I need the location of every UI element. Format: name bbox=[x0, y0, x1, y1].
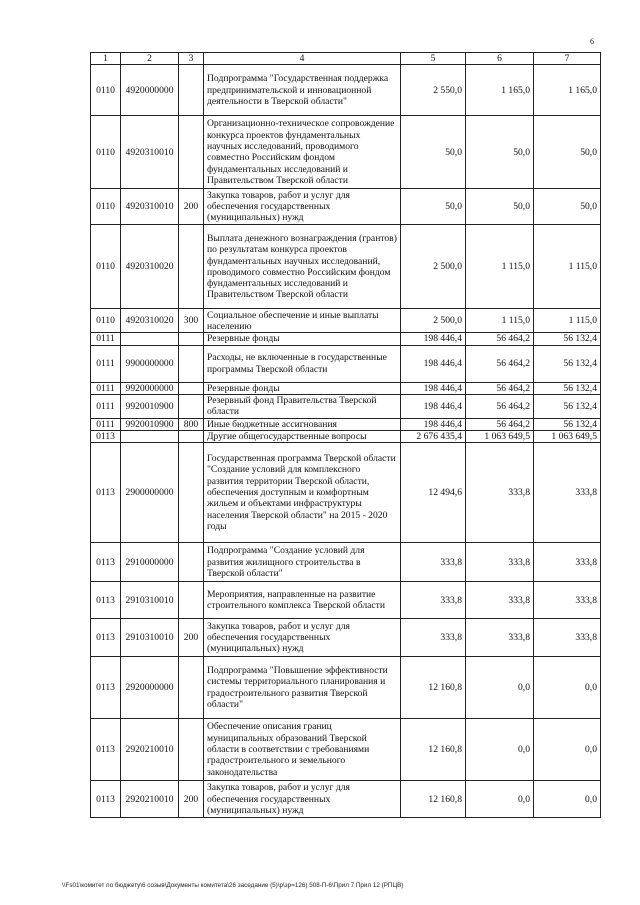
budget-table bbox=[90, 52, 601, 818]
row-amount-col6: 56 464,2 bbox=[466, 345, 534, 382]
row-amount-col5: 198 446,4 bbox=[401, 333, 466, 345]
row-amount-col7: 333,8 bbox=[534, 443, 601, 543]
table-row bbox=[91, 394, 601, 418]
row-description: Другие общегосударственные вопросы bbox=[204, 430, 401, 442]
row-description: Расходы, не включенные в государственные программы Тверской области bbox=[204, 345, 401, 382]
table-header-row bbox=[91, 53, 601, 65]
row-amount-col5: 50,0 bbox=[401, 116, 466, 189]
row-description: Резервные фонды bbox=[204, 333, 401, 345]
row-expense-type: 200 bbox=[179, 189, 204, 225]
row-expense-type: 800 bbox=[179, 418, 204, 430]
row-target-code: 2910310010 bbox=[121, 582, 179, 619]
row-amount-col5: 333,8 bbox=[401, 582, 466, 619]
row-amount-col7: 1 063 649,5 bbox=[534, 430, 601, 442]
row-section-code: 0113 bbox=[91, 719, 121, 781]
row-amount-col7: 1 165,0 bbox=[534, 65, 601, 116]
row-amount-col7: 333,8 bbox=[534, 543, 601, 582]
row-amount-col5: 12 160,8 bbox=[401, 719, 466, 781]
row-amount-col6: 0,0 bbox=[466, 657, 534, 719]
row-description: Резервные фонды bbox=[204, 382, 401, 394]
row-target-code: 2910310010 bbox=[121, 619, 179, 657]
table-row bbox=[91, 418, 601, 430]
row-target-code: 4920310020 bbox=[121, 225, 179, 309]
row-amount-col6: 56 464,2 bbox=[466, 418, 534, 430]
table-row bbox=[91, 619, 601, 657]
row-description: Социальное обеспечение и иные выплаты населению bbox=[204, 309, 401, 333]
table-row bbox=[91, 116, 601, 189]
header-col-2: 2 bbox=[121, 53, 179, 65]
row-expense-type bbox=[179, 225, 204, 309]
row-amount-col7: 0,0 bbox=[534, 781, 601, 818]
row-amount-col7: 333,8 bbox=[534, 619, 601, 657]
row-section-code: 0113 bbox=[91, 443, 121, 543]
row-amount-col5: 2 500,0 bbox=[401, 309, 466, 333]
row-amount-col5: 2 676 435,4 bbox=[401, 430, 466, 442]
row-amount-col5: 333,8 bbox=[401, 619, 466, 657]
row-expense-type bbox=[179, 719, 204, 781]
row-description: Подпрограмма "Государственная поддержка предпринимательской и инновационной деятельности в Тверской области" bbox=[204, 65, 401, 116]
row-amount-col7: 1 115,0 bbox=[534, 309, 601, 333]
row-target-code: 2910000000 bbox=[121, 543, 179, 582]
table-row bbox=[91, 719, 601, 781]
header-col-5: 5 bbox=[401, 53, 466, 65]
row-amount-col6: 333,8 bbox=[466, 443, 534, 543]
row-section-code: 0110 bbox=[91, 225, 121, 309]
row-amount-col7: 1 115,0 bbox=[534, 225, 601, 309]
row-amount-col6: 333,8 bbox=[466, 582, 534, 619]
table-row bbox=[91, 382, 601, 394]
row-amount-col7: 56 132,4 bbox=[534, 345, 601, 382]
row-expense-type bbox=[179, 116, 204, 189]
row-description: Государственная программа Тверской области "Создание условий для комплексного развития территории Тверской области, обеспечения доступным и комфортным жильем и объектами инфраструктуры населения Тверской области" на 2015 - 2020 годы bbox=[204, 443, 401, 543]
row-amount-col6: 1 063 649,5 bbox=[466, 430, 534, 442]
table-row bbox=[91, 543, 601, 582]
row-expense-type: 200 bbox=[179, 781, 204, 818]
row-expense-type: 300 bbox=[179, 309, 204, 333]
row-target-code: 2920210010 bbox=[121, 781, 179, 818]
row-description: Закупка товаров, работ и услуг для обеспечения государственных (муниципальных) нужд bbox=[204, 619, 401, 657]
row-section-code: 0111 bbox=[91, 345, 121, 382]
row-section-code: 0111 bbox=[91, 382, 121, 394]
table-row bbox=[91, 309, 601, 333]
table-row bbox=[91, 443, 601, 543]
row-expense-type bbox=[179, 582, 204, 619]
row-amount-col6: 1 165,0 bbox=[466, 65, 534, 116]
row-expense-type bbox=[179, 430, 204, 442]
row-amount-col7: 333,8 bbox=[534, 582, 601, 619]
row-description: Иные бюджетные ассигнования bbox=[204, 418, 401, 430]
row-expense-type bbox=[179, 345, 204, 382]
row-amount-col7: 50,0 bbox=[534, 189, 601, 225]
row-section-code: 0113 bbox=[91, 582, 121, 619]
row-description: Подпрограмма "Повышение эффективности системы территориального планирования и градостроительного развития Тверской области" bbox=[204, 657, 401, 719]
row-target-code: 9920000000 bbox=[121, 382, 179, 394]
row-expense-type bbox=[179, 382, 204, 394]
table-row bbox=[91, 430, 601, 442]
row-target-code: 4920000000 bbox=[121, 65, 179, 116]
row-section-code: 0111 bbox=[91, 333, 121, 345]
row-expense-type bbox=[179, 657, 204, 719]
table-row bbox=[91, 582, 601, 619]
row-amount-col6: 0,0 bbox=[466, 781, 534, 818]
row-amount-col7: 50,0 bbox=[534, 116, 601, 189]
row-description: Закупка товаров, работ и услуг для обеспечения государственных (муниципальных) нужд bbox=[204, 781, 401, 818]
row-amount-col6: 1 115,0 bbox=[466, 225, 534, 309]
row-amount-col6: 1 115,0 bbox=[466, 309, 534, 333]
row-amount-col5: 50,0 bbox=[401, 189, 466, 225]
table-row bbox=[91, 65, 601, 116]
row-amount-col6: 333,8 bbox=[466, 543, 534, 582]
row-section-code: 0113 bbox=[91, 430, 121, 442]
row-section-code: 0110 bbox=[91, 116, 121, 189]
row-description: Выплата денежного вознаграждения (грантов) по результатам конкурса проектов фундаментальных научных исследований, проводимого совместно Российским фондом фундаментальных исследований и Правительством Тверской области bbox=[204, 225, 401, 309]
table-row bbox=[91, 333, 601, 345]
row-amount-col5: 2 500,0 bbox=[401, 225, 466, 309]
row-section-code: 0113 bbox=[91, 781, 121, 818]
row-target-code: 2920210010 bbox=[121, 719, 179, 781]
row-section-code: 0111 bbox=[91, 418, 121, 430]
row-target-code: 2900000000 bbox=[121, 443, 179, 543]
row-amount-col6: 333,8 bbox=[466, 619, 534, 657]
row-amount-col6: 56 464,2 bbox=[466, 333, 534, 345]
row-amount-col5: 333,8 bbox=[401, 543, 466, 582]
row-target-code: 9900000000 bbox=[121, 345, 179, 382]
row-amount-col5: 12 160,8 bbox=[401, 781, 466, 818]
row-amount-col6: 0,0 bbox=[466, 719, 534, 781]
row-target-code: 2920000000 bbox=[121, 657, 179, 719]
row-target-code: 9920010900 bbox=[121, 394, 179, 418]
header-col-3: 3 bbox=[179, 53, 204, 65]
row-amount-col7: 56 132,4 bbox=[534, 418, 601, 430]
row-section-code: 0113 bbox=[91, 619, 121, 657]
row-amount-col7: 56 132,4 bbox=[534, 333, 601, 345]
row-target-code bbox=[121, 430, 179, 442]
row-expense-type bbox=[179, 443, 204, 543]
row-section-code: 0111 bbox=[91, 394, 121, 418]
row-target-code: 9920010900 bbox=[121, 418, 179, 430]
row-amount-col5: 198 446,4 bbox=[401, 394, 466, 418]
table-row bbox=[91, 781, 601, 818]
row-description: Закупка товаров, работ и услуг для обеспечения государственных (муниципальных) нужд bbox=[204, 189, 401, 225]
table-row bbox=[91, 225, 601, 309]
row-target-code: 4920310010 bbox=[121, 189, 179, 225]
row-expense-type bbox=[179, 333, 204, 345]
header-col-6: 6 bbox=[466, 53, 534, 65]
table-row bbox=[91, 657, 601, 719]
row-amount-col6: 50,0 bbox=[466, 116, 534, 189]
page-number: 6 bbox=[590, 37, 594, 46]
row-description: Резервный фонд Правительства Тверской области bbox=[204, 394, 401, 418]
header-col-7: 7 bbox=[534, 53, 601, 65]
row-amount-col6: 56 464,2 bbox=[466, 382, 534, 394]
row-amount-col7: 56 132,4 bbox=[534, 394, 601, 418]
row-expense-type: 200 bbox=[179, 619, 204, 657]
row-amount-col5: 12 494,6 bbox=[401, 443, 466, 543]
row-description: Мероприятия, направленные на развитие строительного комплекса Тверской области bbox=[204, 582, 401, 619]
row-amount-col5: 12 160,8 bbox=[401, 657, 466, 719]
row-description: Обеспечение описания границ муниципальных образований Тверской области в соответствии с требованиями градостроительного и земельного законодательства bbox=[204, 719, 401, 781]
row-amount-col6: 50,0 bbox=[466, 189, 534, 225]
row-description: Организационно-техническое сопровождение конкурса проектов фундаментальных научных исследований, проводимого совместно Российским фондом фундаментальных исследований и Правительством Тверской области bbox=[204, 116, 401, 189]
row-amount-col5: 198 446,4 bbox=[401, 345, 466, 382]
row-amount-col7: 0,0 bbox=[534, 719, 601, 781]
row-target-code bbox=[121, 333, 179, 345]
row-amount-col5: 198 446,4 bbox=[401, 418, 466, 430]
row-section-code: 0110 bbox=[91, 189, 121, 225]
row-target-code: 4920310020 bbox=[121, 309, 179, 333]
row-description: Подпрограмма "Создание условий для развития жилищного строительства в Тверской области" bbox=[204, 543, 401, 582]
header-col-1: 1 bbox=[91, 53, 121, 65]
row-expense-type bbox=[179, 65, 204, 116]
row-expense-type bbox=[179, 394, 204, 418]
row-section-code: 0110 bbox=[91, 65, 121, 116]
row-section-code: 0113 bbox=[91, 657, 121, 719]
row-expense-type bbox=[179, 543, 204, 582]
file-path-footer: \\Fs01\комитет по бюджету\6 созыв\Документы комитета\26 заседание (5)\р\зр=126) 508-П-6\Прил 7 Прил 12 (РПЦВ) bbox=[62, 882, 404, 889]
table-row bbox=[91, 189, 601, 225]
table-row bbox=[91, 345, 601, 382]
row-amount-col5: 2 550,0 bbox=[401, 65, 466, 116]
row-section-code: 0113 bbox=[91, 543, 121, 582]
row-target-code: 4920310010 bbox=[121, 116, 179, 189]
row-amount-col6: 56 464,2 bbox=[466, 394, 534, 418]
header-col-4: 4 bbox=[204, 53, 401, 65]
row-amount-col7: 56 132,4 bbox=[534, 382, 601, 394]
row-section-code: 0110 bbox=[91, 309, 121, 333]
row-amount-col7: 0,0 bbox=[534, 657, 601, 719]
row-amount-col5: 198 446,4 bbox=[401, 382, 466, 394]
